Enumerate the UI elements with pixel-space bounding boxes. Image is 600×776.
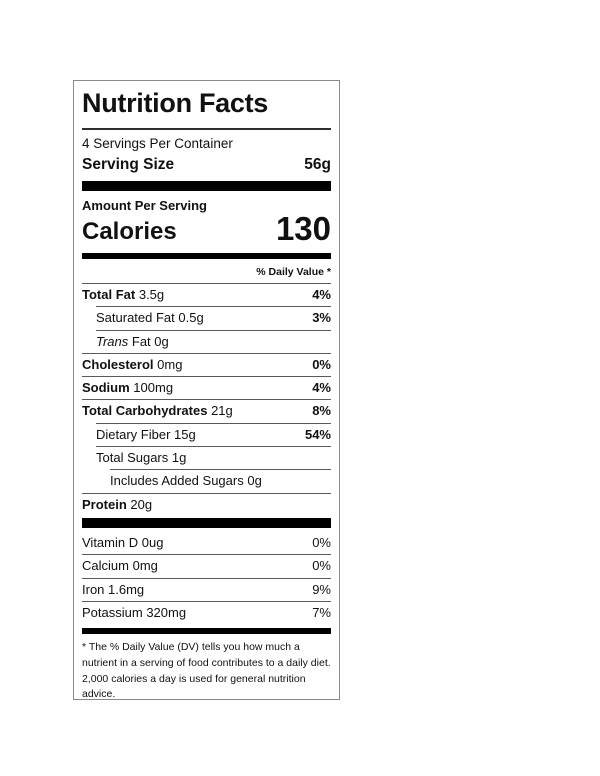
serving-size-label: Serving Size — [82, 156, 175, 174]
vitamin-dv: 0% — [312, 534, 331, 550]
thick-separator-bar — [82, 518, 331, 528]
vitamin-row-vitamin-d — [82, 532, 331, 554]
nutrition-facts-label — [73, 80, 340, 700]
nutrient-label: Cholesterol 0mg — [82, 356, 183, 372]
servings-per-container: 4 Servings Per Container — [82, 136, 233, 152]
nutrient-row-total-carbohydrates — [82, 399, 331, 422]
nutrient-row-cholesterol — [82, 353, 331, 376]
nutrient-label: Protein 20g — [82, 496, 153, 512]
nutrient-label: Saturated Fat 0.5g — [96, 310, 204, 326]
calories-row — [82, 209, 331, 249]
nutrient-row-saturated-fat — [96, 306, 331, 329]
daily-value-footnote: * The % Daily Value (DV) tells you how much a nutrient in a serving of food contributes to a daily diet. 2,000 calories a day is used for general nutrition advice. — [82, 641, 331, 700]
label-title: Nutrition Facts — [82, 88, 269, 118]
nutrient-dv: 8% — [312, 403, 331, 419]
nutrient-dv: 4% — [312, 380, 331, 396]
serving-size-row — [82, 153, 331, 179]
medium-separator-bar — [82, 628, 331, 634]
nutrient-label: Includes Added Sugars 0g — [110, 473, 262, 489]
amount-per-serving-label: Amount Per Serving — [82, 198, 207, 214]
vitamin-dv: 9% — [312, 581, 331, 597]
serving-size-value: 56g — [304, 156, 331, 174]
vitamin-label: Vitamin D 0ug — [82, 534, 164, 550]
nutrient-label: Dietary Fiber 15g — [96, 426, 196, 442]
nutrient-row-total-fat — [82, 283, 331, 306]
vitamin-label: Potassium 320mg — [82, 604, 187, 620]
vitamin-label: Iron 1.6mg — [82, 581, 145, 597]
vitamin-row-iron — [82, 578, 331, 601]
nutrient-row-added-sugars — [110, 469, 331, 492]
vitamin-dv: 7% — [312, 604, 331, 620]
nutrient-label: Total Fat 3.5g — [82, 287, 165, 302]
nutrient-dv: 3% — [312, 310, 331, 326]
medium-separator-bar — [82, 253, 331, 259]
calories-label: Calories — [82, 217, 177, 245]
nutrient-label: Sodium 100mg — [82, 380, 174, 396]
thick-separator-bar — [82, 181, 331, 191]
nutrient-row-total-sugars — [96, 446, 331, 469]
nutrient-dv: 54% — [304, 426, 331, 442]
nutrient-label: Trans Fat 0g — [96, 333, 169, 349]
vitamin-dv: 0% — [312, 558, 331, 574]
nutrient-row-trans-fat — [96, 330, 331, 353]
nutrient-label: Total Carbohydrates 21g — [82, 403, 233, 419]
nutrient-row-protein — [82, 493, 331, 516]
vitamin-row-potassium — [82, 601, 331, 624]
nutrient-row-sodium — [82, 376, 331, 399]
daily-value-header: % Daily Value * — [256, 266, 331, 278]
vitamin-row-calcium — [82, 554, 331, 577]
title-divider — [82, 128, 331, 130]
nutrient-dv: 4% — [312, 287, 331, 302]
nutrient-row-dietary-fiber — [96, 423, 331, 446]
nutrient-label: Total Sugars 1g — [96, 450, 187, 466]
calories-value: 130 — [275, 209, 331, 247]
nutrient-dv: 0% — [312, 356, 331, 372]
vitamin-label: Calcium 0mg — [82, 558, 158, 574]
